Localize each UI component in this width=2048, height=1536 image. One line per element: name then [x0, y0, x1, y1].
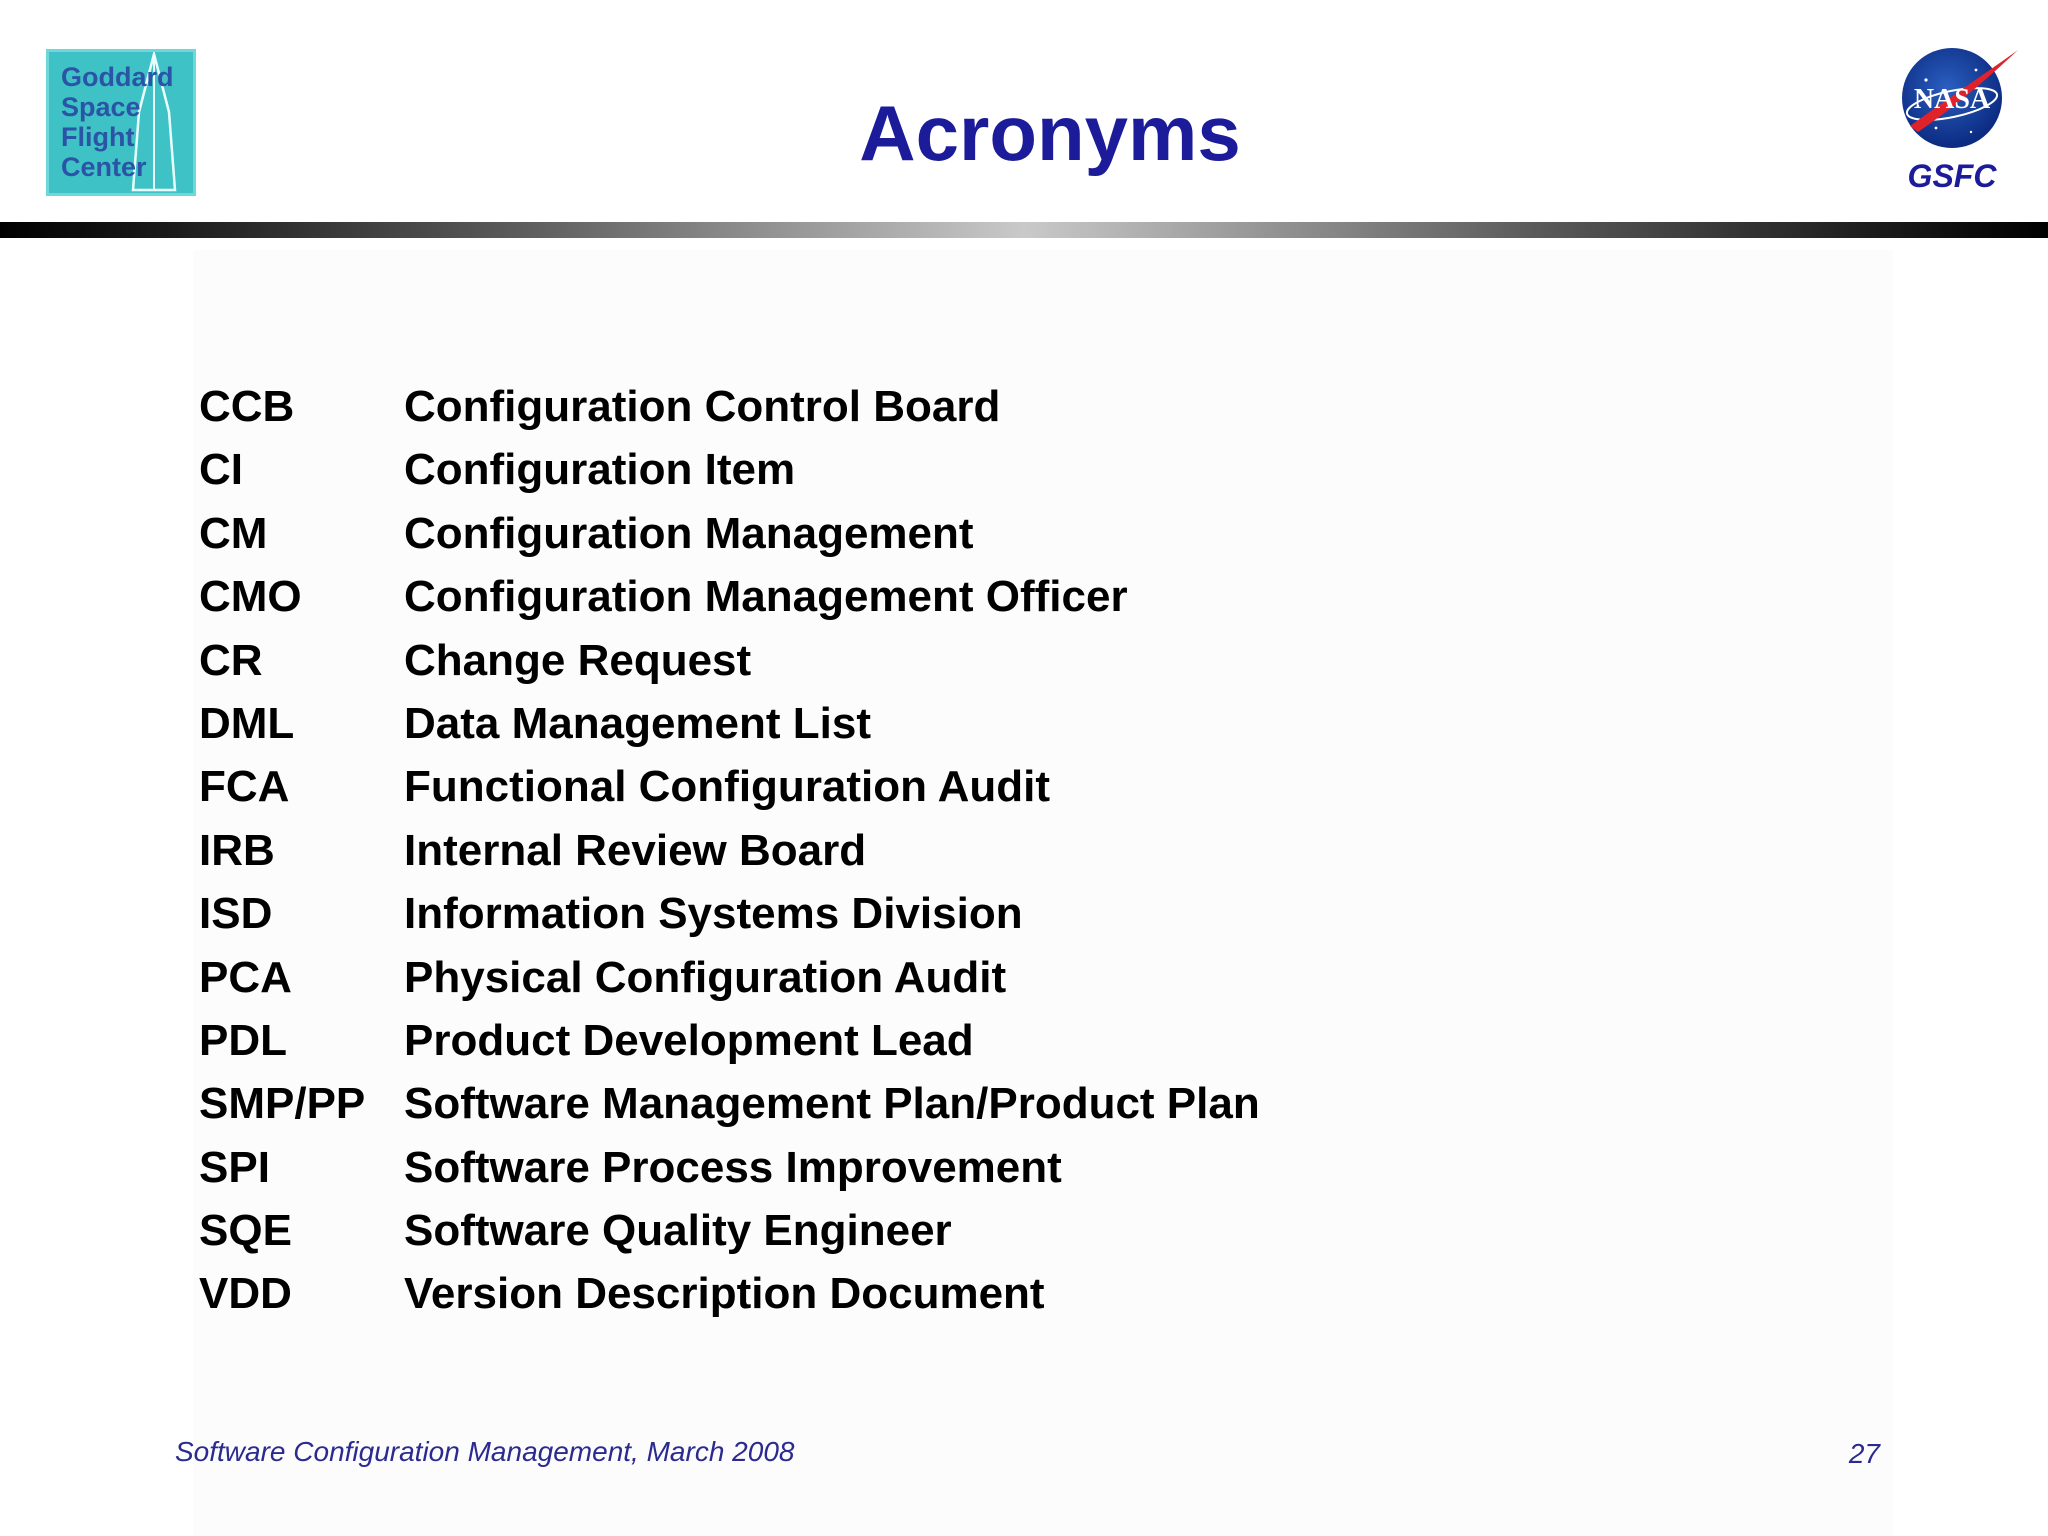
acronym-term: Information Systems Division [404, 889, 1023, 939]
acronym-term: Software Process Improvement [404, 1142, 1062, 1192]
acronym-abbr: CCB [199, 382, 295, 431]
acronym-term: Software Management Plan/Product Plan [404, 1079, 1260, 1129]
gsfc-caption: GSFC [1907, 158, 1997, 194]
acronym-row [199, 629, 1260, 692]
acronym-row [199, 1009, 1260, 1072]
nasa-meatball-logo [1896, 40, 2020, 156]
nasa-wordmark: NASA [1913, 84, 1991, 115]
acronym-abbr: IRB [199, 825, 275, 875]
acronym-row [199, 438, 1260, 501]
footer-text: Software Configuration Management, March 2008 [175, 1436, 795, 1467]
logo-line-1: Goddard [61, 62, 174, 92]
acronym-row [199, 1072, 1260, 1135]
logo-line-2: Space [61, 92, 141, 122]
page-number: 27 [1848, 1438, 1880, 1469]
acronym-term: Data Management List [404, 698, 871, 748]
acronym-row [199, 692, 1260, 755]
acronym-row [199, 755, 1260, 818]
acronym-term: Product Development Lead [404, 1015, 974, 1065]
acronym-term: Change Request [404, 635, 752, 685]
acronym-abbr: CR [199, 635, 263, 685]
acronym-abbr: PDL [199, 1015, 287, 1065]
acronym-term: Internal Review Board [404, 825, 867, 875]
acronym-abbr: PCA [199, 952, 292, 1002]
page-title: Acronyms [859, 89, 1241, 177]
gsfc-logo [46, 49, 196, 196]
acronym-row [199, 819, 1260, 882]
acronym-term: Physical Configuration Audit [404, 952, 1007, 1002]
acronym-row [199, 375, 1260, 438]
acronym-row [199, 502, 1260, 565]
header-divider [0, 222, 2048, 238]
acronym-abbr: SMP/PP [199, 1079, 366, 1129]
acronym-abbr: SPI [199, 1142, 270, 1192]
acronym-abbr: CM [199, 508, 268, 558]
acronym-term: Software Quality Engineer [404, 1206, 952, 1256]
acronym-abbr: SQE [199, 1206, 292, 1256]
acronym-term: Version Description Document [404, 1269, 1045, 1319]
acronym-term: Configuration Item [404, 445, 796, 495]
acronym-row [199, 882, 1260, 945]
acronym-abbr: VDD [199, 1269, 292, 1319]
acronym-term: Configuration Control Board [404, 382, 1001, 431]
acronym-term: Configuration Management [404, 508, 974, 558]
acronym-abbr: DML [199, 698, 295, 748]
acronym-row [199, 1262, 1260, 1325]
acronym-term: Configuration Management Officer [404, 572, 1128, 622]
logo-line-4: Center [61, 152, 147, 182]
acronym-abbr: FCA [199, 762, 290, 812]
acronym-row [199, 1136, 1260, 1199]
acronym-row [199, 565, 1260, 628]
acronym-abbr: CI [199, 445, 243, 495]
logo-line-3: Flight [61, 122, 135, 152]
acronym-row [199, 946, 1260, 1009]
acronym-abbr: CMO [199, 572, 302, 622]
acronym-row [199, 1199, 1260, 1262]
acronym-list [199, 375, 1260, 1326]
acronym-abbr: ISD [199, 889, 273, 939]
acronym-term: Functional Configuration Audit [404, 762, 1051, 812]
